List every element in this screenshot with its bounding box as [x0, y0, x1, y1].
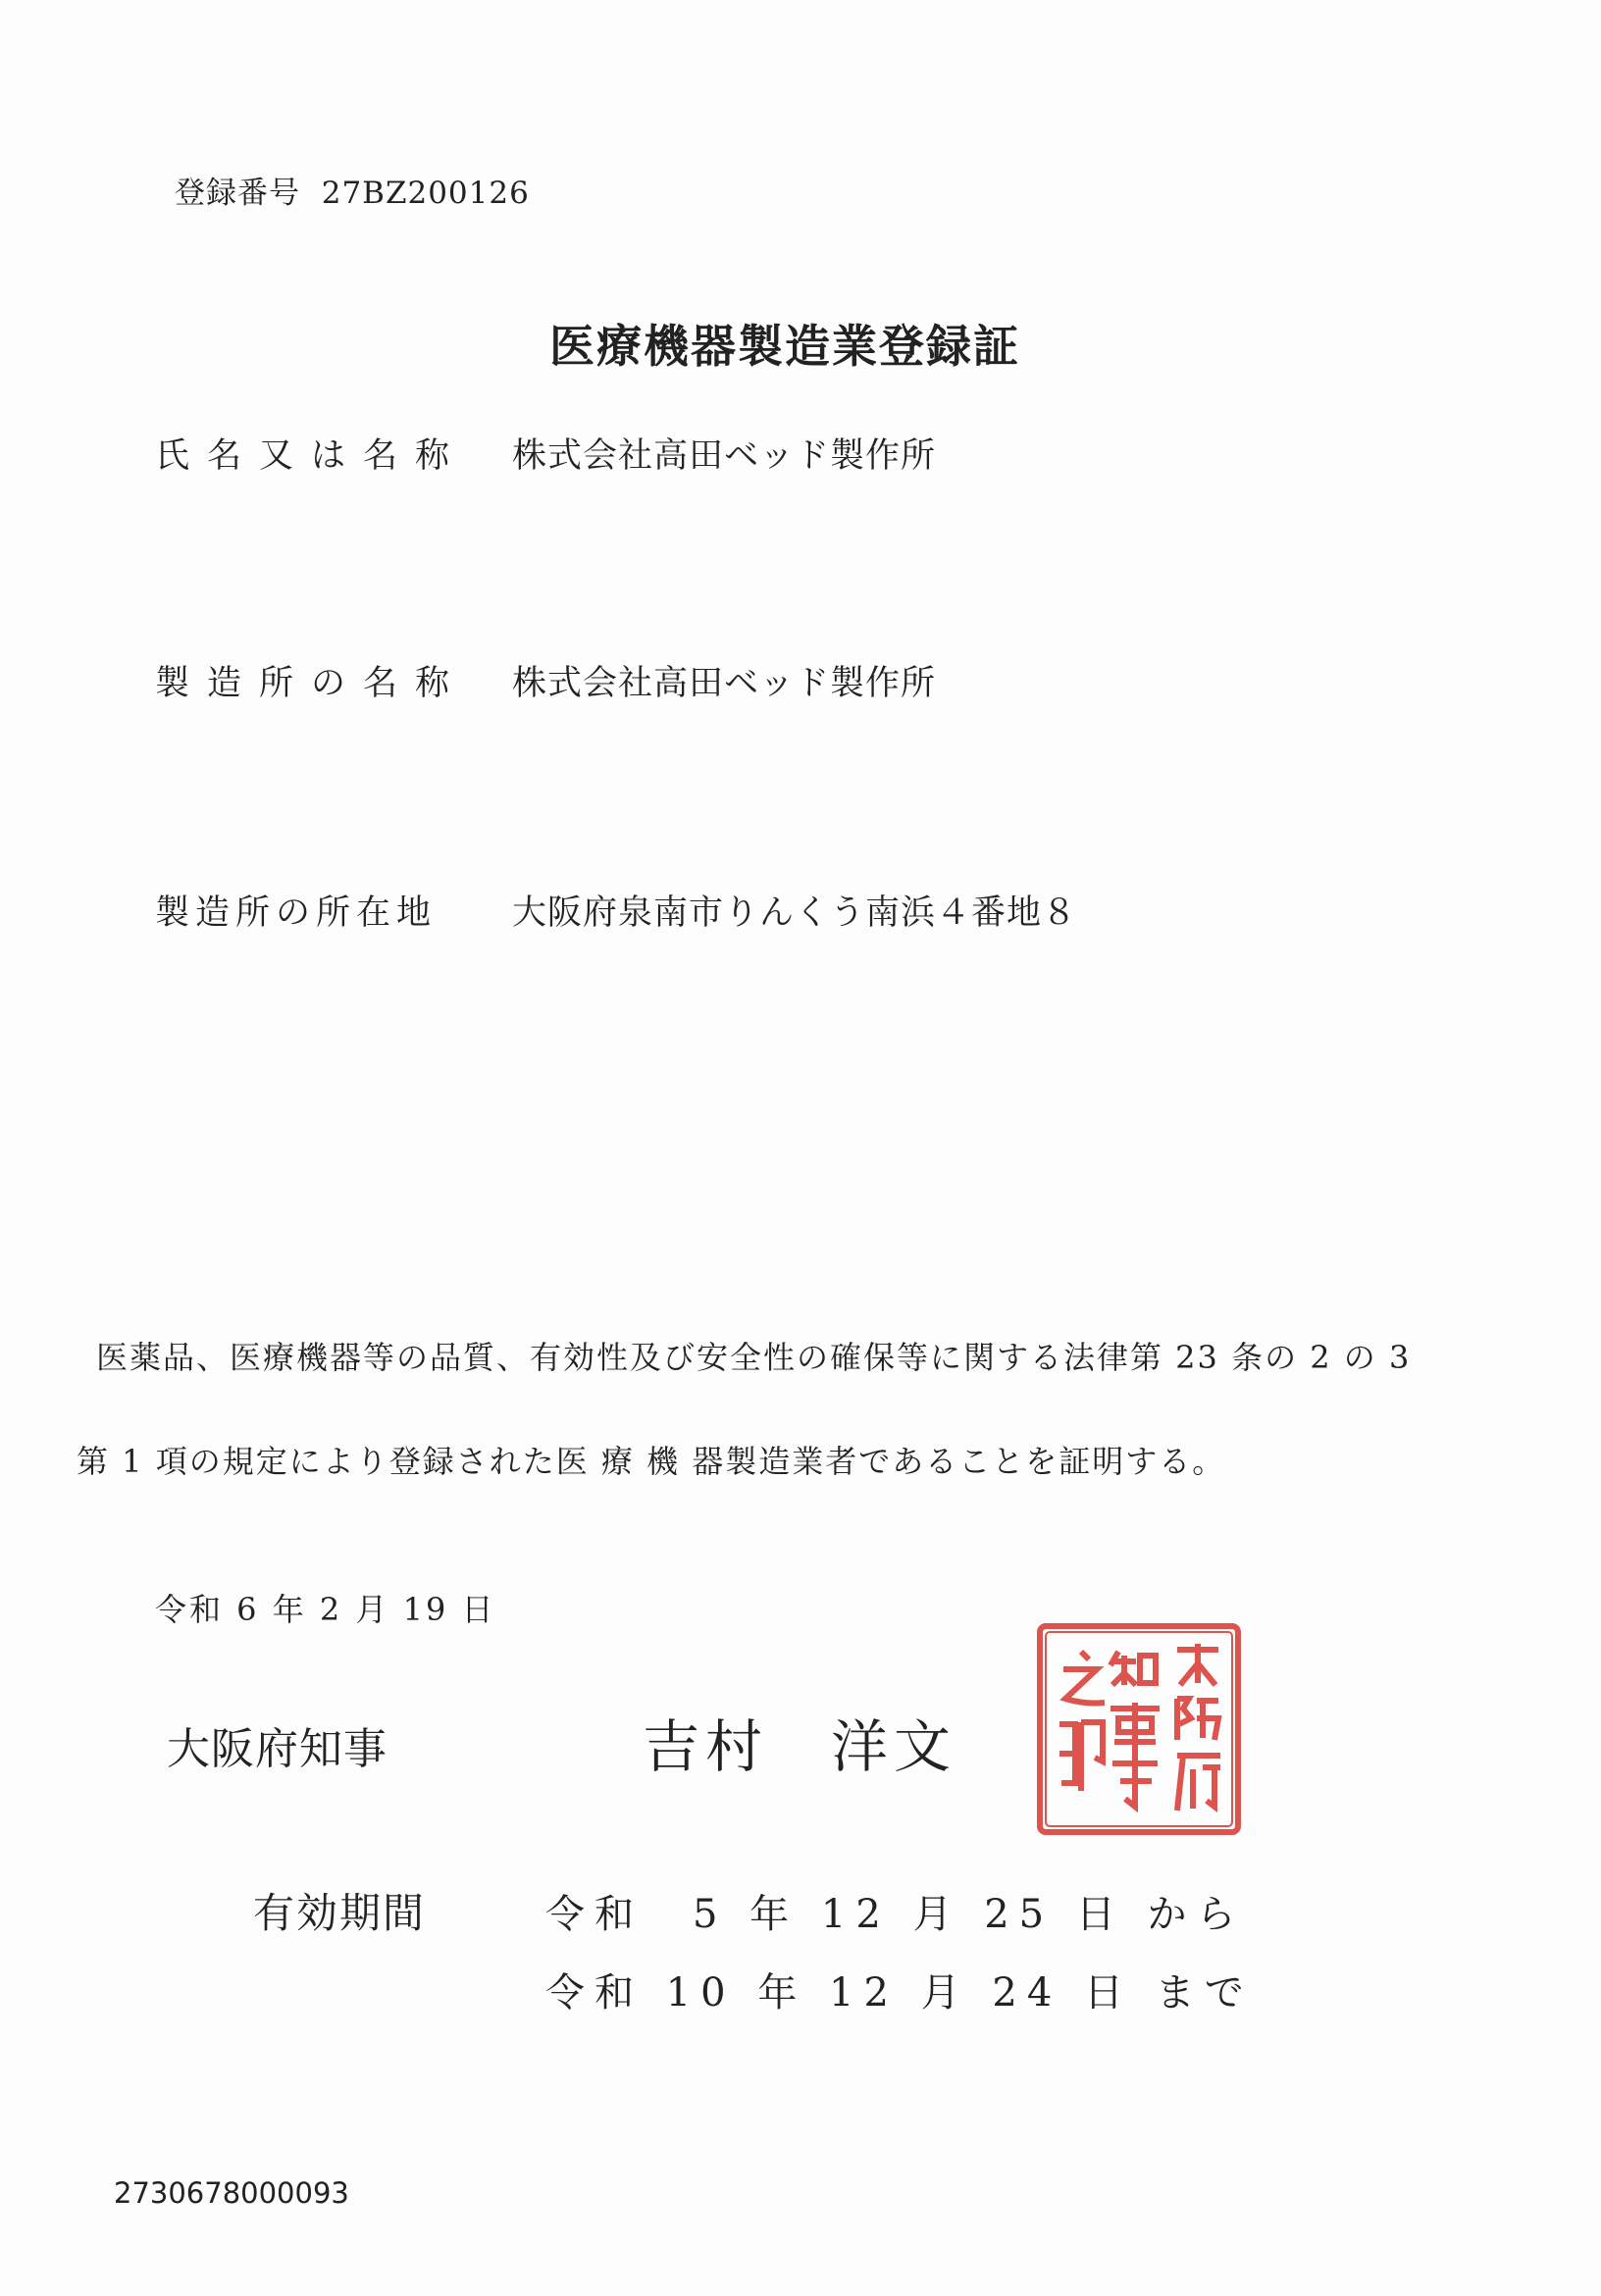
footer-code: 2730678000093: [114, 2176, 349, 2210]
document-title: 医療機器製造業登録証: [549, 320, 1020, 373]
validity-label: 有効期間: [253, 1889, 427, 1937]
issue-date: 令和 6 年 2 月 19 日: [155, 1591, 496, 1628]
validity-to: 令和 10 年 12 月 24 日 まで: [545, 1970, 1254, 2015]
registration-number-value: 27BZ200126: [321, 176, 530, 211]
field-value-name: 株式会社高田ベッド製作所: [512, 436, 937, 476]
official-seal-icon: [1030, 1616, 1248, 1842]
issuer-name: 吉村 洋文: [643, 1713, 957, 1780]
field-value-factory-address: 大阪府泉南市りんくう南浜４番地８: [512, 893, 1078, 933]
statement-line-2: 第 1 項の規定により登録された医 療 機 器製造業者であることを証明する。: [77, 1443, 1226, 1480]
registration-number: [175, 176, 530, 211]
statement-line-1: 医薬品、医療機器等の品質、有効性及び安全性の確保等に関する法律第 23 条の 2 の 3: [96, 1339, 1412, 1376]
field-value-factory-name: 株式会社高田ベッド製作所: [512, 664, 937, 703]
issuer-title: 大阪府知事: [167, 1724, 387, 1774]
field-label-factory-address: 製造所の所在地: [155, 893, 438, 933]
validity-from: 令和 5 年 12 月 25 日 から: [545, 1892, 1246, 1937]
field-label-factory-name: 製造所の名称: [155, 664, 468, 703]
registration-number-label: 登録番号: [175, 176, 300, 211]
field-label-name: 氏名又は名称: [155, 436, 468, 476]
